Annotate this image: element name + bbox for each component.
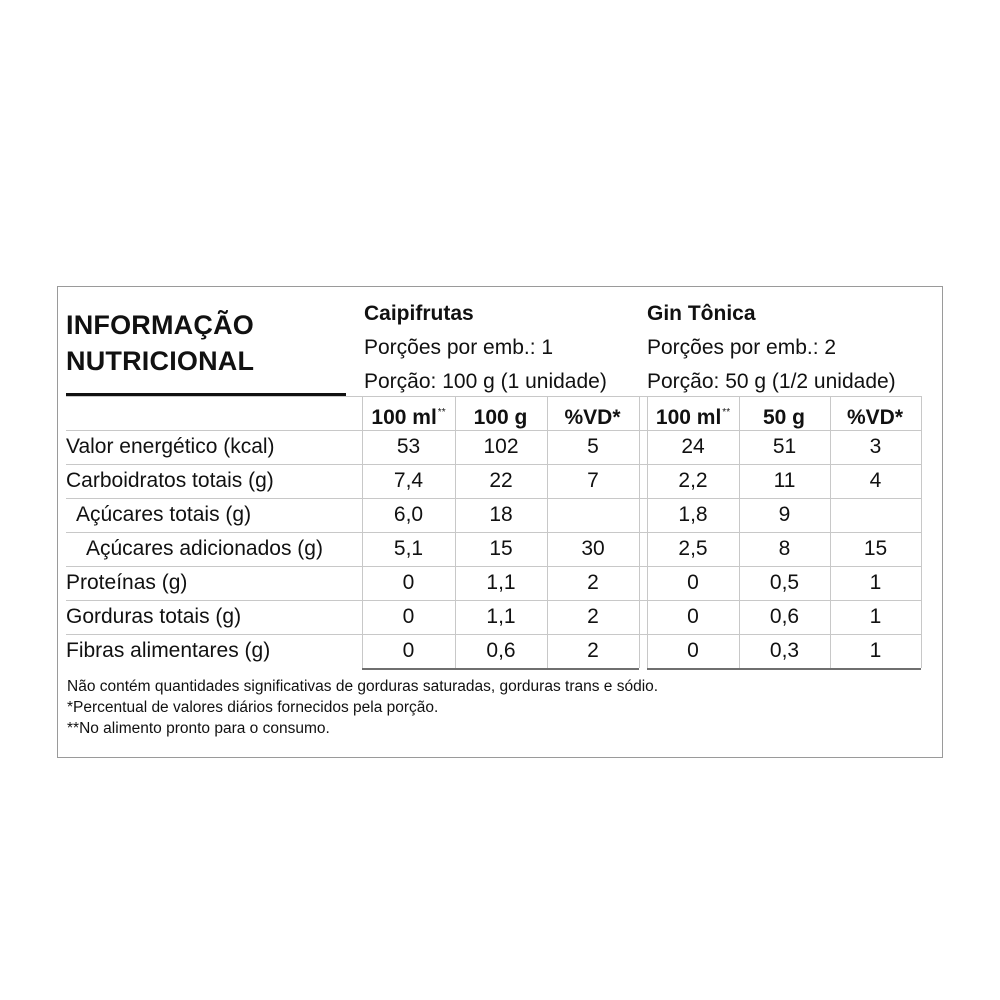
column-header: [455, 396, 547, 430]
nutrient-value: 2: [587, 639, 599, 662]
nutrient-value: 0: [687, 605, 699, 628]
column-divider: [639, 396, 640, 668]
nutrient-value: 0: [687, 639, 699, 662]
column-header-label: %VD*: [846, 406, 904, 429]
nutrition-facts-panel: [57, 286, 943, 758]
nutrient-label: Fibras alimentares (g): [66, 639, 271, 662]
nutrient-value: 0,5: [769, 571, 800, 594]
column-header: [547, 396, 639, 430]
serving-size: Porção: 50 g (1/2 unidade): [647, 370, 896, 393]
column-header: [362, 396, 455, 430]
nutrient-value: 7: [587, 469, 599, 492]
nutrient-value: 1: [869, 571, 882, 594]
nutrient-label: Açúcares totais (g): [76, 503, 252, 526]
table-title: [66, 307, 346, 379]
column-header-label: 100 ml: [655, 406, 722, 429]
nutrient-value: 5: [587, 435, 599, 458]
nutrient-value: 0: [402, 571, 415, 594]
nutrient-value: 0,6: [486, 639, 516, 662]
column-divider: [921, 396, 922, 668]
title-line-1: INFORMAÇÃO: [66, 310, 254, 340]
nutrient-value: 24: [681, 435, 705, 458]
footnote: **No alimento pronto para o consumo.: [67, 720, 330, 737]
column-header-label: 50 g: [762, 406, 806, 429]
column-header-footnote-mark: **: [437, 407, 446, 418]
column-header-footnote-mark: **: [722, 407, 731, 418]
nutrient-label: Açúcares adicionados (g): [86, 537, 323, 560]
portions-per-package: Porções por emb.: 1: [364, 336, 554, 359]
footnote: Não contém quantidades significativas de gorduras saturadas, gorduras trans e sódio.: [67, 678, 659, 695]
column-header-label: 100 ml: [371, 406, 437, 429]
nutrient-value: 51: [772, 435, 797, 458]
nutrient-value: [830, 498, 921, 532]
nutrient-value: 3: [869, 435, 882, 458]
title-line-2: NUTRICIONAL: [66, 346, 255, 376]
nutrient-value: 2,5: [678, 537, 708, 560]
nutrient-value: 7,4: [393, 469, 424, 492]
nutrient-label: Valor energético (kcal): [66, 435, 275, 458]
column-header: [739, 396, 830, 430]
nutrient-value: 1,1: [486, 605, 516, 628]
table-bottom-rule: [362, 668, 639, 670]
column-header: [647, 396, 739, 430]
nutrient-value: 8: [778, 537, 791, 560]
product-name: Caipifrutas: [364, 302, 474, 325]
nutrient-value: 1: [869, 639, 882, 662]
nutrient-value: 102: [483, 435, 519, 458]
nutrient-value: 9: [778, 503, 791, 526]
nutrient-value: 4: [869, 469, 882, 492]
nutrient-value: 18: [489, 503, 513, 526]
nutrient-value: 11: [773, 469, 796, 492]
nutrient-value: 1: [869, 605, 882, 628]
nutrient-label: Carboidratos totais (g): [66, 469, 274, 492]
nutrient-value: 1,1: [486, 571, 516, 594]
nutrient-label: Proteínas (g): [66, 571, 188, 594]
nutrient-value: 22: [489, 469, 513, 492]
nutrient-value: 0,6: [769, 605, 800, 628]
nutrient-value: 0: [402, 639, 415, 662]
nutrient-value: 5,1: [393, 537, 424, 560]
nutrient-value: 2: [587, 571, 599, 594]
table-bottom-rule: [647, 668, 921, 670]
product-name: Gin Tônica: [647, 302, 756, 325]
column-header: [830, 396, 921, 430]
nutrient-value: 15: [863, 537, 888, 560]
column-header-label: %VD*: [564, 406, 621, 429]
portions-per-package: Porções por emb.: 2: [647, 336, 837, 359]
nutrient-value: 30: [581, 537, 605, 560]
nutrient-value: 0: [402, 605, 415, 628]
nutrient-value: 1,8: [678, 503, 708, 526]
nutrient-value: [547, 498, 639, 532]
serving-size: Porção: 100 g (1 unidade): [364, 370, 607, 393]
nutrient-value: 0,3: [769, 639, 800, 662]
nutrient-value: 15: [489, 537, 513, 560]
nutrient-label: Gorduras totais (g): [66, 605, 242, 628]
nutrient-value: 53: [396, 435, 421, 458]
nutrient-value: 2: [587, 605, 599, 628]
nutrient-value: 0: [687, 571, 699, 594]
footnote: *Percentual de valores diários fornecidos pela porção.: [67, 699, 439, 716]
nutrient-value: 2,2: [678, 469, 708, 492]
nutrient-value: 6,0: [393, 503, 424, 526]
product-header-caipifrutas: [364, 297, 607, 399]
product-header-gin-tonica: [647, 297, 896, 399]
column-header-label: 100 g: [473, 406, 528, 429]
